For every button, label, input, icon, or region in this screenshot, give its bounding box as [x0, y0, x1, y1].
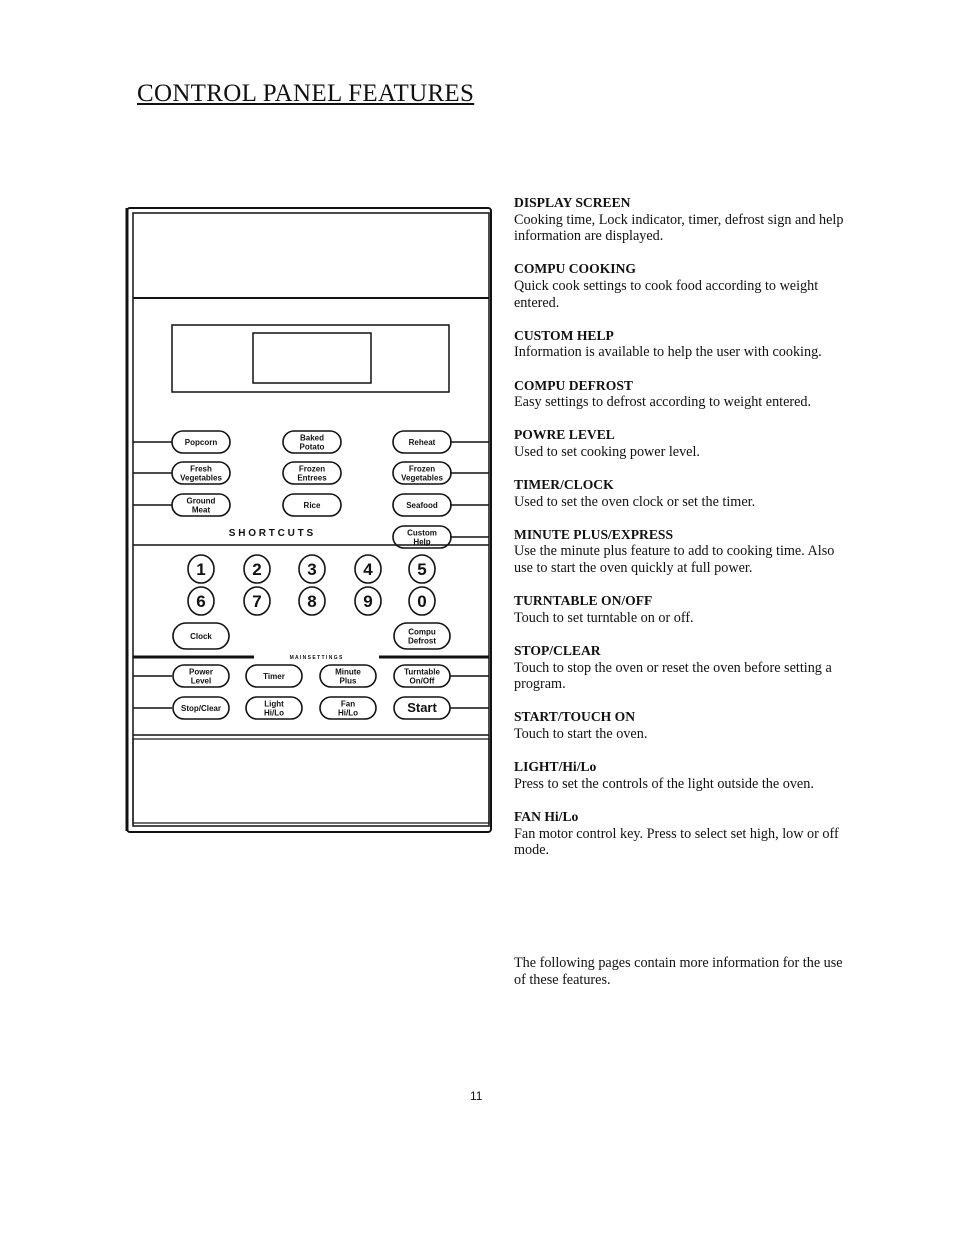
number-1-button[interactable]	[188, 555, 214, 583]
number-3-label: 3	[307, 560, 317, 579]
feature-item	[514, 593, 844, 626]
minute-plus-label: Plus	[339, 676, 357, 686]
fresh-vegetables-label: Vegetables	[180, 473, 222, 483]
start-button[interactable]	[394, 697, 450, 719]
rice-label: Rice	[303, 501, 321, 510]
number-2-button[interactable]	[244, 555, 270, 583]
start-label: Start	[407, 700, 437, 715]
baked-potato-label: Baked	[299, 433, 325, 443]
feature-item	[514, 195, 844, 245]
power-level-label: Level	[190, 676, 212, 686]
seafood-label: Seafood	[406, 501, 438, 510]
fan-hi-lo-button[interactable]	[320, 697, 376, 719]
feature-item	[514, 809, 844, 859]
panel-inner-frame	[133, 213, 489, 826]
popcorn-button[interactable]	[172, 431, 230, 453]
display-screen	[253, 333, 371, 383]
stop-clear-button[interactable]	[173, 697, 229, 719]
compu-defrost-button[interactable]	[394, 623, 450, 649]
feature-item	[514, 378, 844, 411]
number-6-button[interactable]	[188, 587, 214, 615]
turntable-on-off-label: Turntable	[404, 667, 440, 677]
custom-help-label: Custom	[407, 528, 437, 538]
number-6-label: 6	[196, 592, 206, 611]
feature-title: MINUTE PLUS/EXPRESS	[514, 526, 674, 542]
baked-potato-label: Potato	[299, 442, 325, 452]
feature-item	[514, 477, 844, 510]
popcorn-label: Popcorn	[184, 438, 218, 447]
frozen-entrees-label: Frozen	[298, 464, 326, 474]
reheat-button[interactable]	[393, 431, 451, 453]
number-5-button[interactable]	[409, 555, 435, 583]
feature-description: Used to set cooking power level.	[514, 443, 700, 460]
feature-title: LIGHT/Hi/Lo	[514, 759, 597, 775]
frozen-vegetables-button[interactable]	[393, 462, 451, 484]
number-0-button[interactable]	[409, 587, 435, 615]
baked-potato-button[interactable]	[283, 431, 341, 453]
feature-title: STOP/CLEAR	[514, 643, 601, 659]
main-settings-label: M A I N S E T T I N G S	[289, 655, 343, 661]
feature-description: Cooking time, Lock indicator, timer, defrost sign and help information are displayed.	[514, 211, 844, 245]
feature-item	[514, 527, 844, 577]
reheat-label: Reheat	[408, 438, 436, 447]
timer-button[interactable]	[246, 665, 302, 687]
feature-description: Quick cook settings to cook food according to weight entered.	[514, 277, 819, 311]
ground-meat-label: Ground	[186, 496, 216, 506]
light-hi-lo-button[interactable]	[246, 697, 302, 719]
light-hi-lo-label: Light	[264, 699, 284, 709]
feature-title: FAN Hi/Lo	[514, 808, 579, 824]
fan-hi-lo-label: Fan	[340, 699, 356, 709]
custom-help-label: Help	[413, 537, 431, 547]
display-outer	[172, 325, 449, 392]
clock-label: Clock	[190, 632, 212, 641]
number-3-button[interactable]	[299, 555, 325, 583]
feature-item	[514, 759, 844, 792]
number-9-label: 9	[363, 592, 373, 611]
fresh-vegetables-label: Fresh	[190, 464, 212, 474]
feature-title: CUSTOM HELP	[514, 327, 614, 343]
feature-item	[514, 261, 844, 311]
light-hi-lo-label: Hi/Lo	[264, 708, 284, 718]
feature-description: Fan motor control key. Press to select set high, low or off mode.	[514, 825, 839, 859]
power-level-button[interactable]	[173, 665, 229, 687]
timer-label: Timer	[263, 672, 285, 681]
number-8-button[interactable]	[299, 587, 325, 615]
number-7-button[interactable]	[244, 587, 270, 615]
feature-description: Touch to set turntable on or off.	[514, 609, 694, 626]
seafood-button[interactable]	[393, 494, 451, 516]
turntable-on-off-button[interactable]	[394, 665, 450, 687]
bottom-section	[133, 739, 489, 823]
number-4-label: 4	[363, 560, 373, 579]
power-level-label: Power	[188, 667, 214, 677]
number-4-button[interactable]	[355, 555, 381, 583]
turntable-on-off-label: On/Off	[409, 676, 435, 686]
number-5-label: 5	[417, 560, 427, 579]
feature-description: Touch to start the oven.	[514, 726, 648, 742]
feature-description: Touch to stop the oven or reset the oven before setting a program.	[514, 659, 832, 693]
compu-defrost-label: Defrost	[407, 636, 437, 646]
compu-defrost-label: Compu	[408, 627, 436, 637]
frozen-entrees-label: Entrees	[297, 473, 327, 483]
rice-button[interactable]	[283, 494, 341, 516]
feature-item	[514, 709, 844, 742]
stop-clear-label: Stop/Clear	[180, 704, 222, 713]
frozen-vegetables-label: Frozen	[408, 464, 436, 474]
feature-title: TURNTABLE ON/OFF	[514, 593, 653, 609]
feature-description: Easy settings to defrost according to weight entered.	[514, 394, 812, 411]
number-7-label: 7	[252, 592, 262, 611]
feature-description: Information is available to help the user with cooking.	[514, 344, 822, 361]
number-9-button[interactable]	[355, 587, 381, 615]
minute-plus-label: Minute	[335, 667, 361, 677]
page-title: CONTROL PANEL FEATURES	[137, 80, 475, 107]
control-panel-drawing	[124, 205, 494, 835]
feature-item	[514, 427, 844, 460]
number-1-label: 1	[196, 560, 206, 579]
feature-title: TIMER/CLOCK	[514, 477, 614, 493]
feature-title: COMPU DEFROST	[514, 377, 633, 393]
feature-title: START/TOUCH ON	[514, 709, 636, 725]
feature-list	[514, 195, 844, 875]
minute-plus-button[interactable]	[320, 665, 376, 687]
ground-meat-label: Meat	[191, 505, 211, 515]
feature-description: Press to set the controls of the light outside the oven.	[514, 775, 814, 792]
frozen-vegetables-label: Vegetables	[401, 473, 443, 483]
control-panel-illustration	[124, 205, 494, 835]
number-2-label: 2	[252, 560, 262, 579]
footnote: The following pages contain more information for the use of these features.	[514, 955, 843, 988]
feature-description: Use the minute plus feature to add to cooking time. Also use to start the oven quickly at full power.	[514, 543, 835, 577]
feature-title: DISPLAY SCREEN	[514, 195, 631, 210]
fan-hi-lo-label: Hi/Lo	[338, 708, 358, 718]
ground-meat-button[interactable]	[172, 494, 230, 516]
page-number: 11	[470, 1089, 483, 1103]
number-0-label: 0	[417, 592, 427, 611]
shortcuts-label: S H O R T C U T S	[228, 528, 314, 539]
feature-item	[514, 643, 844, 693]
feature-description: Used to set the oven clock or set the timer.	[514, 493, 756, 510]
fresh-vegetables-button[interactable]	[172, 462, 230, 484]
feature-item	[514, 328, 844, 361]
clock-button[interactable]	[173, 623, 229, 649]
feature-title: POWRE LEVEL	[514, 427, 615, 443]
feature-title: COMPU COOKING	[514, 261, 636, 277]
frozen-entrees-button[interactable]	[283, 462, 341, 484]
number-8-label: 8	[307, 592, 317, 611]
